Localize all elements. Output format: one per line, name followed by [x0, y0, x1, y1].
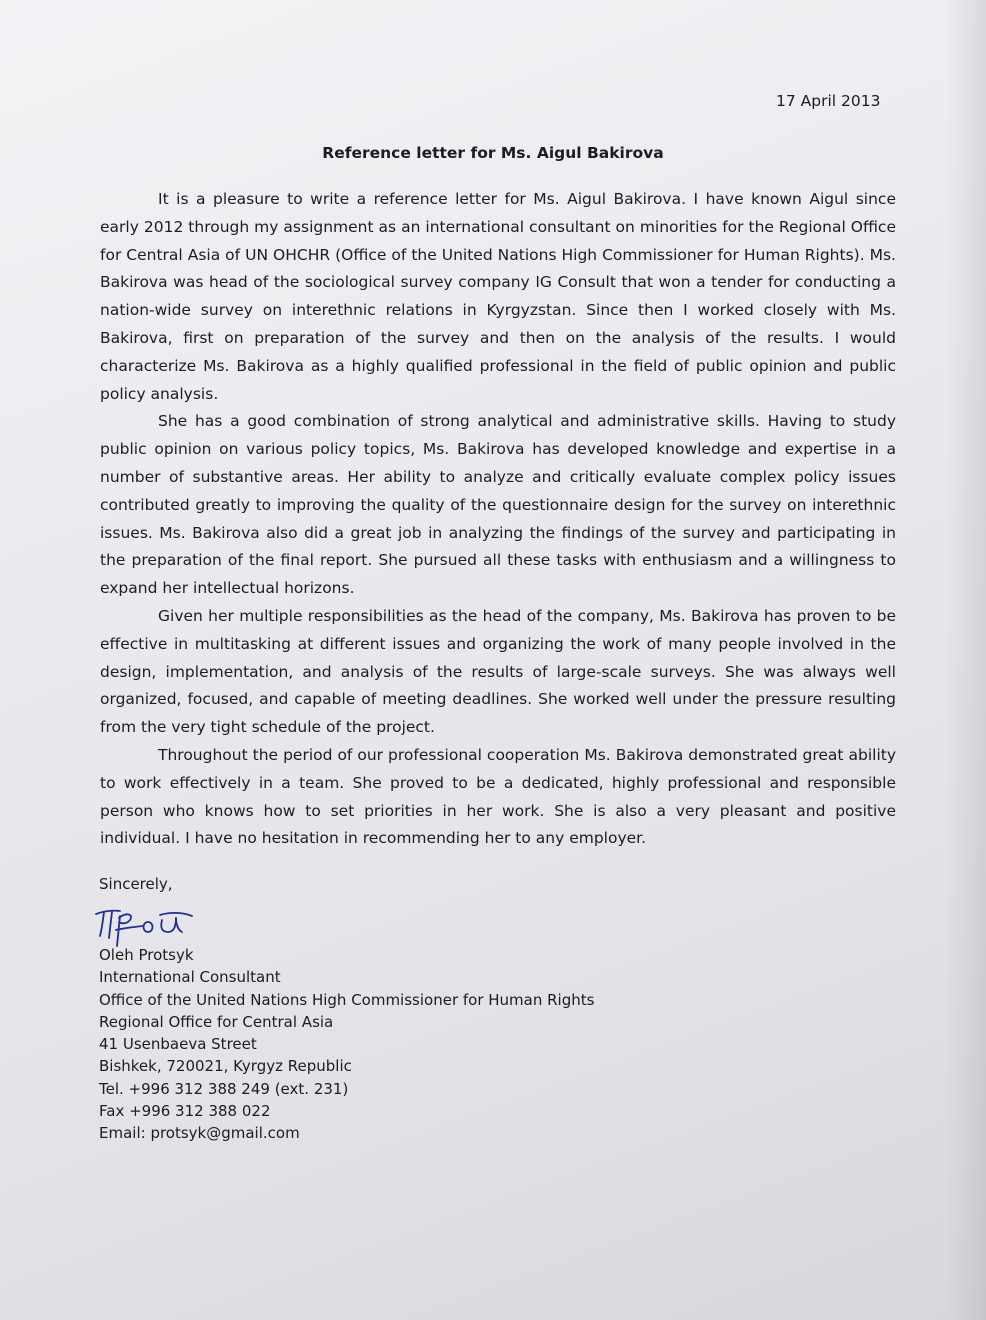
- signer-street: 41 Usenbaeva Street: [99, 1035, 257, 1054]
- signer-name: Oleh Protsyk: [99, 946, 194, 964]
- signature-block: [99, 944, 594, 1145]
- paragraph-recommendation: Throughout the period of our professional cooperation Ms. Bakirova demonstrated great ability to work effectively in a team. She proved to be a dedicated, highly professional and responsible person who knows how to set priorities in her work. She is also a very pleasant and positive individual. I have no hesitation in recommending her to any employer.: [100, 745, 896, 848]
- letter-title: Reference letter for Ms. Aigul Bakirova: [322, 144, 664, 162]
- signer-office: Regional Office for Central Asia: [99, 1012, 334, 1031]
- paragraph-skills: She has a good combination of strong analytical and administrative skills. Having to study public opinion on various policy topics, Ms. Bakirova has developed knowledge and expertise in a number of substantive areas. Her ability to analyze and critically evaluate complex policy issues contributed greatly to improving the quality of the questionnaire design for the survey on interethnic issues. Ms. Bakirova also did a great job in analyzing the findings of the survey and participating in the preparation of the final report. She pursued all these tasks with enthusiasm and a willingness to expand her intellectual horizons.: [100, 412, 896, 598]
- letter-body: [100, 186, 896, 853]
- page-shadow: [946, 0, 986, 1320]
- signer-fax: Fax +996 312 388 022: [99, 1102, 271, 1121]
- handwritten-signature: [90, 900, 210, 950]
- signer-telephone: Tel. +996 312 388 249 (ext. 231): [99, 1079, 349, 1098]
- signer-position: International Consultant: [99, 968, 281, 987]
- closing-salutation: Sincerely,: [99, 875, 173, 893]
- signer-city: Bishkek, 720021, Kyrgyz Republic: [99, 1057, 352, 1076]
- signer-email: Email: protsyk@gmail.com: [99, 1124, 300, 1143]
- paragraph-intro: It is a pleasure to write a reference letter for Ms. Aigul Bakirova. I have known Aigul since early 2012 through my assignment as an international consultant on minorities for the Regional Office for Central Asia of UN OHCHR (Office of the United Nations High Commissioner for Human Rights). Ms. Bakirova was head of the sociological survey company IG Consult that won a tender for conducting a nation-wide survey on interethnic relations in Kyrgyzstan. Since then I worked closely with Ms. Bakirova, first on preparation of the survey and then on the analysis of the results. I would characterize Ms. Bakirova as a highly qualified professional in the field of public opinion and public policy analysis.: [100, 190, 896, 403]
- letter-date: 17 April 2013: [776, 92, 881, 110]
- paragraph-responsibilities: Given her multiple responsibilities as the head of the company, Ms. Bakirova has proven to be effective in multitasking at different issues and organizing the work of many people involved in the design, implementation, and analysis of the results of large-scale surveys. She was always well organized, focused, and capable of meeting deadlines. She worked well under the pressure resulting from the very tight schedule of the project.: [100, 606, 896, 737]
- signer-organization: Office of the United Nations High Commissioner for Human Rights: [99, 990, 595, 1009]
